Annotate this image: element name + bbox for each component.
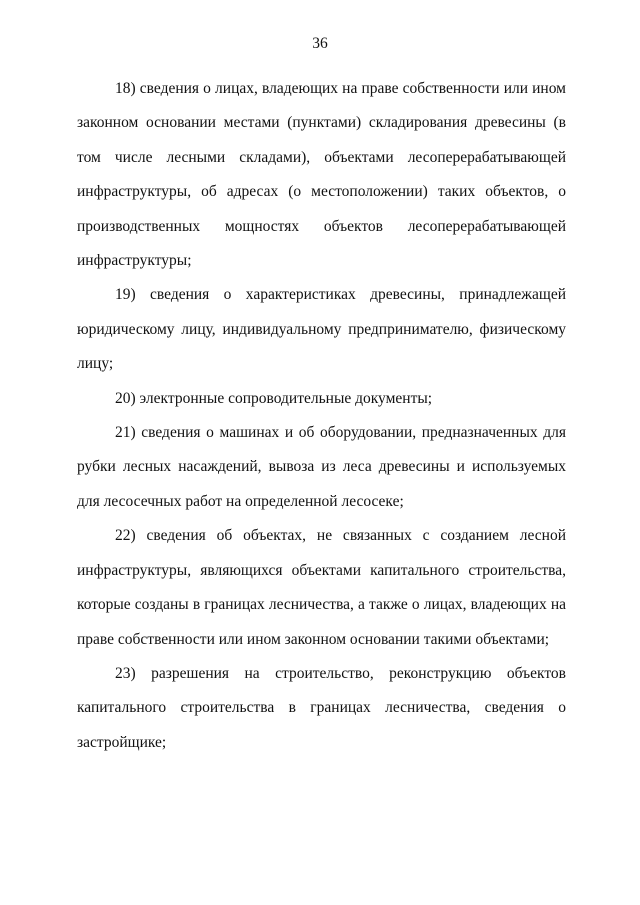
list-item-21: 21) сведения о машинах и об оборудовании, предназначенных для рубки лесных насаждений, вывоза из леса древесины и используемых для лесосечных работ на определенной лесосеке; (77, 424, 566, 510)
list-item-22: 22) сведения об объектах, не связанных с созданием лесной инфраструктуры, являющихся объектами капитального строительства, которые созданы в границах лесничества, а также о лицах, владеющих на праве собственности или ином законном основании такими объектами; (77, 527, 566, 648)
list-item-19: 19) сведения о характеристиках древесины, принадлежащей юридическому лицу, индивидуальному предпринимателю, физическому лицу; (77, 286, 566, 373)
list-item-18: 18) сведения о лицах, владеющих на праве собственности или ином законном основании местами (пунктами) складирования древесины (в том числе лесными складами), объектами лесоперерабатывающей инфраструктуры, об адресах (о местоположении) таких объектов, о производственных мощностях объектов лесоперерабатывающей инфраструктуры; (77, 80, 566, 270)
list-item-23: 23) разрешения на строительство, реконструкцию объектов капитального строительства в границах лесничества, сведения о застройщике; (77, 664, 566, 751)
page-number: 36 (312, 35, 328, 52)
list-item-20: 20) электронные сопроводительные документы; (115, 389, 433, 407)
document-body (77, 72, 566, 760)
